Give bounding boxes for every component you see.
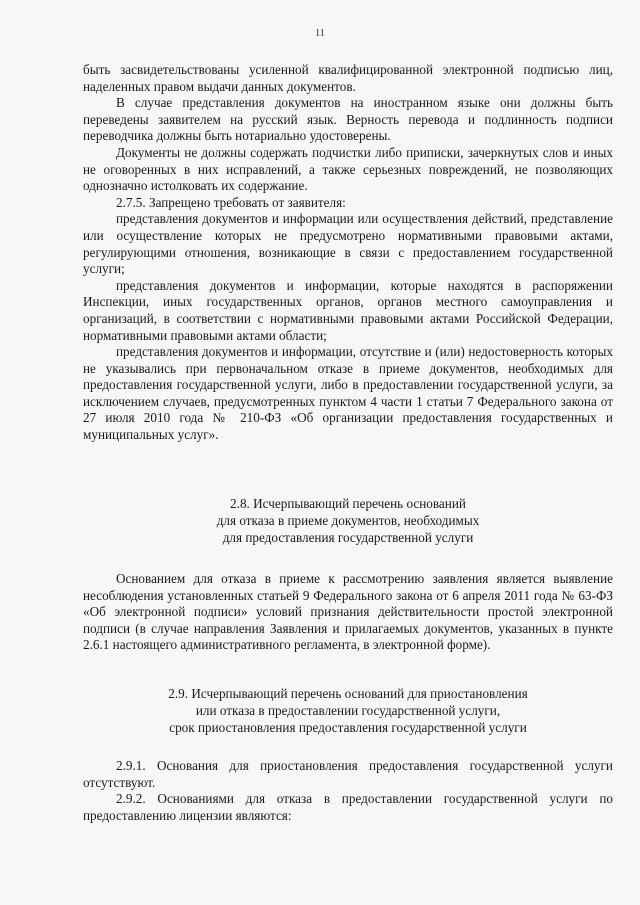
paragraph: представления документов и информации или осуществления действий, представление или осуществление которых не предусмотрено нормативными правовыми актами, регулирующими отношения, возникающие в связи с предоставлением государственной услуги; [83,211,613,277]
heading-line: для предоставления государственной услуги [222,530,474,545]
paragraph: 2.7.5. Запрещено требовать от заявителя: [116,194,346,210]
text-block-suspension [83,758,613,824]
heading-line: срок приостановления предоставления государственной услуги [169,720,527,735]
paragraph: 2.9.2. Основаниями для отказа в предоставлении государственной услуги по предоставлению лицензии являются: [83,791,613,823]
heading-line: или отказа в предоставлении государственной услуги, [195,703,501,718]
paragraph: 2.9.1. Основания для приостановления предоставления государственной услуги отсутствуют. [83,758,613,790]
paragraph: представления документов и информации, отсутствие и (или) недостоверность которых не указывались при первоначальном отказе в приеме документов, необходимых для предоставления государственной услуги, либо в предоставлении государственной услуги, за исключением случаев, предусмотренных пунктом 4 части 1 статьи 7 Федерального закона от 27 июля 2010 года № 210-ФЗ «Об организации предоставления государственных и муниципальных услуг». [83,344,613,443]
section-heading-2-9 [83,685,613,736]
paragraph: В случае представления документов на иностранном языке они должны быть переведены заявителем на русский язык. Верность перевода и подлинность подписи переводчика должны быть нотариально удостоверены. [83,95,613,144]
paragraph: Документы не должны содержать подчистки либо приписки, зачеркнутых слов и иных не оговоренных в них исправлений, а также серьезных повреждений, не позволяющих однозначно истолковать их содержание. [83,144,613,194]
page-number: 11 [315,28,325,39]
paragraph: представления документов и информации, которые находятся в распоряжении Инспекции, иных государственных органов, органов местного самоуправления и организаций, в соответствии с нормативными правовыми актами Российской Федерации, нормативными правовыми актами области; [83,277,613,343]
paragraph: быть засвидетельствованы усиленной квалифицированной электронной подписью лиц, наделенных правом выдачи данных документов. [83,62,613,94]
heading-line: 2.8. Исчерпывающий перечень оснований [230,496,466,511]
heading-line: для отказа в приеме документов, необходимых [216,513,480,528]
section-heading-2-8 [83,495,613,546]
paragraph: Основанием для отказа в приеме к рассмотрению заявления является выявление несоблюдения установленных статьей 9 Федерального закона от 6 апреля 2011 года № 63-ФЗ «Об электронной подписи» условий признания действительности простой электронной подписи (в случае направления Заявления и прилагаемых документов, указанных в пункте 2.6.1 настоящего административного регламента, в электронной форме). [83,571,613,653]
text-block-requirements [83,62,613,444]
heading-line: 2.9. Исчерпывающий перечень оснований для приостановления [168,686,528,701]
text-block-refusal-grounds [83,571,613,654]
